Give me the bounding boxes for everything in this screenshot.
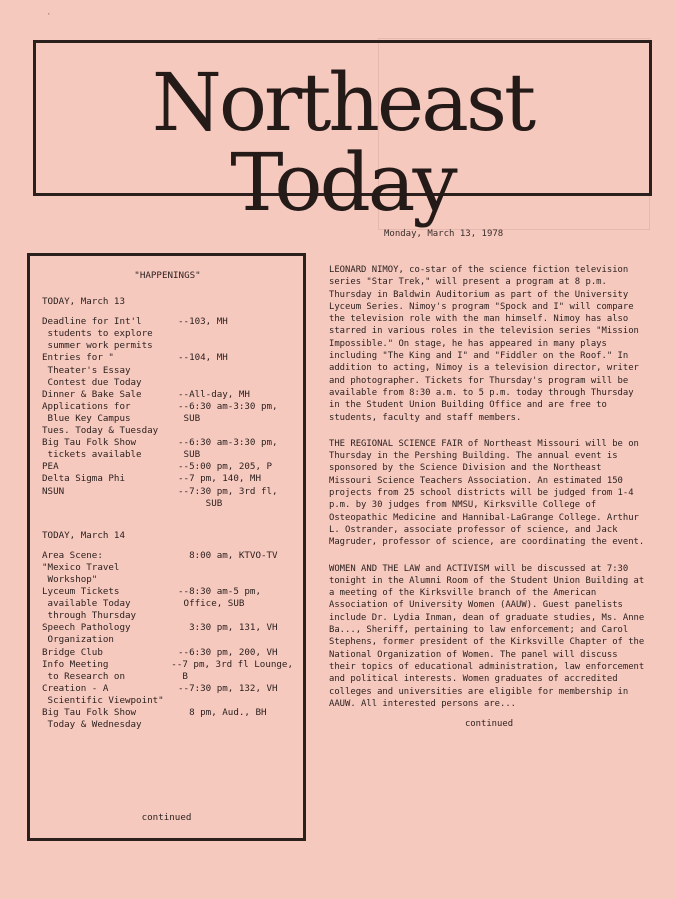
- event-name: Bridge Club: [42, 646, 103, 658]
- event-time-place: 3:30 pm, 131, VH: [178, 622, 278, 634]
- day-heading: TODAY, March 14: [42, 529, 125, 541]
- articles-column: [329, 264, 649, 730]
- event-row: [42, 352, 293, 388]
- event-name: Tues. Today & Tuesday: [42, 425, 159, 437]
- event-row: [42, 707, 293, 731]
- event-row: [42, 486, 293, 510]
- article-paragraph: WOMEN AND THE LAW and ACTIVISM will be discussed at 7:30 tonight in the Alumni Room of the Student Union Building at a meeting of the Kirksville branch of the American Association of University Women (AAUW). Guest panelists include Dr. Lydia Inman, dean of graduate studies, Ms. Anne Ba..., Sheriff, pertaining to law enforcement; and Carol Stephens, former president of the Kirksville Chapter of the National Organization of Women. The panel will discuss their topics of educational administration, law enforcement and political interests. Women graduates of accredited colleges and universities are eligible for membership in AAUW. All interested persons are...: [329, 563, 645, 709]
- event-row: [42, 683, 293, 707]
- event-time-place: --7:30 pm, 132, VH: [178, 682, 278, 694]
- event-name: Big Tau Folk Show Today & Wednesday: [42, 707, 142, 731]
- event-row: [42, 437, 293, 461]
- event-time-place: --6:30 am-3:30 pm, SUB: [178, 437, 278, 461]
- happenings-days: [42, 296, 293, 731]
- happenings-continued: continued: [141, 811, 192, 823]
- event-name: NSUN: [42, 485, 65, 497]
- event-time-place: --7:30 pm, 3rd fl, SUB: [178, 485, 278, 509]
- article-list: [329, 264, 649, 710]
- event-row: [42, 659, 293, 683]
- masthead: [33, 40, 652, 229]
- event-row: [42, 622, 293, 646]
- event-name: Delta Sigma Phi: [42, 473, 125, 485]
- event-row: [42, 389, 293, 401]
- event-time-place: --7 pm, 140, MH: [178, 473, 261, 485]
- event-time-place: [178, 562, 293, 586]
- event-row: [42, 647, 293, 659]
- event-time-place: --103, MH: [178, 316, 228, 328]
- event-time-place: [178, 425, 293, 437]
- event-row: [42, 425, 293, 437]
- event-row: [42, 586, 293, 622]
- happenings-header: "HAPPENINGS": [134, 270, 201, 281]
- event-time-place: 8 pm, Aud., BH: [178, 707, 267, 718]
- event-time-place: --5:00 pm, 205, P: [178, 461, 273, 473]
- event-name: Area Scene:: [42, 549, 103, 561]
- event-row: [42, 316, 293, 352]
- day-heading: TODAY, March 13: [42, 296, 125, 308]
- articles-continued: continued: [464, 719, 514, 730]
- event-time-place: --6:30 am-3:30 pm, SUB: [178, 400, 278, 424]
- event-name: Applications for Blue Key Campus: [42, 400, 131, 424]
- event-row: [42, 461, 293, 473]
- event-time-place: 8:00 am, KTVO-TV: [178, 549, 278, 561]
- article-paragraph: THE REGIONAL SCIENCE FAIR of Northeast Missouri will be on Thursday in the Pershing Building. The annual event is sponsored by the Science Division and the Northeast Missouri Science Teachers Association. An estimated 150 projects from 25 school districts will be judged from 1-4 p.m. by 30 judges from NMSU, Kirksville College of Osteopathic Medicine and Hannibal-LaGrange College. Arthur L. Ostrander, associate professor of science, and Jack Magruder, professor of science, are coordinating the event.: [329, 438, 645, 548]
- masthead-title: Northeast Today: [151, 56, 534, 229]
- event-time-place: --104, MH: [178, 352, 228, 364]
- event-name: Lyceum Tickets available Today through Thursday: [42, 586, 137, 622]
- event-name: Dinner & Bake Sale: [42, 388, 142, 400]
- event-time-place: --8:30 am-5 pm, Office, SUB: [178, 586, 261, 610]
- event-name: Entries for " Theater's Essay Contest due Today: [42, 352, 142, 388]
- article-paragraph: LEONARD NIMOY, co-star of the science fiction television series "Star Trek," will present a program at 8 p.m. Thursday in Baldwin Auditorium as part of the University Lyceum Series. Nimoy's program "Spock and I" will compare the television role with the man himself. Nimoy has also starred in various roles in the television series "Mission Impossible." On stage, he has appeared in many plays including "The King and I" and "Fiddler on the Roof." In addition to acting, Nimoy is a television director, writer and photographer. Tickets for Thursday's program will be available from 8:30 a.m. to 5 p.m. today through Thursday in the Student Union Building Office and are free to students, faculty and staff members.: [329, 265, 639, 423]
- event-time-place: --6:30 pm, 200, VH: [178, 646, 278, 658]
- page-mark: ·: [46, 10, 52, 20]
- event-name: PEA: [42, 461, 59, 473]
- event-name: Info Meeting to Research on: [42, 658, 125, 682]
- event-name: Big Tau Folk Show tickets available: [42, 437, 142, 461]
- event-row: [42, 562, 293, 586]
- day-gap: [42, 510, 293, 524]
- event-name: "Mexico Travel Workshop": [42, 561, 120, 585]
- event-row: [42, 401, 293, 425]
- event-row: [42, 473, 293, 485]
- event-name: Deadline for Int'l students to explore summer work permits: [42, 316, 153, 352]
- event-time-place: --7 pm, 3rd fl Lounge, B: [171, 658, 293, 682]
- event-name: Speech Pathology Organization: [42, 622, 131, 646]
- event-time-place: --All-day, MH: [178, 388, 250, 400]
- happenings-box: [27, 253, 306, 841]
- event-name: Creation - A Scientific Viewpoint": [42, 682, 164, 706]
- event-row: [42, 550, 293, 562]
- dateline: Monday, March 13, 1978: [384, 229, 504, 239]
